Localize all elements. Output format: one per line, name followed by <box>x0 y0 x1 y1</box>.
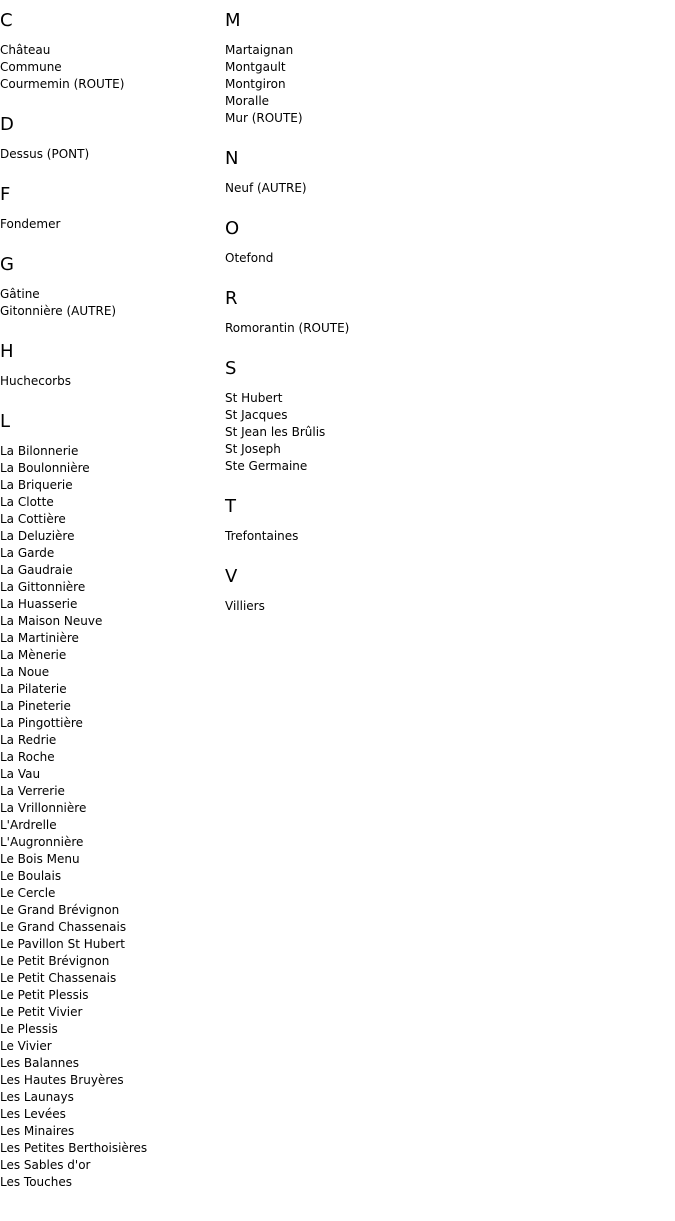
section-letter-heading: V <box>225 566 238 587</box>
letter-section <box>225 288 485 337</box>
place-list <box>0 373 220 390</box>
letter-section <box>225 358 485 475</box>
section-letter-heading: H <box>0 341 14 362</box>
place-link[interactable]: Gâtine <box>0 287 40 301</box>
letter-section <box>225 496 485 545</box>
place-link[interactable]: Les Levées <box>0 1107 66 1121</box>
place-link[interactable]: Les Minaires <box>0 1124 75 1138</box>
place-link[interactable]: Le Grand Brévignon <box>0 903 120 917</box>
place-link[interactable]: Le Pavillon St Hubert <box>0 937 125 951</box>
place-link[interactable]: Les Touches <box>0 1175 72 1189</box>
section-letter-heading: O <box>225 218 240 239</box>
place-list <box>225 320 485 337</box>
place-list <box>225 180 485 197</box>
place-link[interactable]: La Roche <box>0 750 55 764</box>
place-link[interactable]: La Mènerie <box>0 648 67 662</box>
section-letter-heading: S <box>225 358 237 379</box>
place-link[interactable]: La Vau <box>0 767 41 781</box>
place-link[interactable]: Le Petit Brévignon <box>0 954 110 968</box>
place-link[interactable]: La Garde <box>0 546 55 560</box>
place-list <box>0 216 220 233</box>
place-link[interactable]: Les Sables d'or <box>0 1158 91 1172</box>
place-link[interactable]: L'Ardrelle <box>0 818 57 832</box>
place-link[interactable]: Montgault <box>225 60 286 74</box>
section-letter-heading: L <box>0 411 11 432</box>
index-column-right <box>225 10 485 636</box>
place-list <box>0 146 220 163</box>
letter-section <box>0 10 220 93</box>
section-letter-heading: C <box>0 10 13 31</box>
letter-section <box>0 114 220 163</box>
place-link[interactable]: Otefond <box>225 251 274 265</box>
place-link[interactable]: Les Launays <box>0 1090 74 1104</box>
letter-section <box>225 566 485 615</box>
section-letter-heading: G <box>0 254 14 275</box>
place-link[interactable]: St Jean les Brûlis <box>225 425 326 439</box>
letter-section <box>225 218 485 267</box>
place-list <box>225 250 485 267</box>
place-link[interactable]: Le Petit Vivier <box>0 1005 83 1019</box>
letter-section <box>0 254 220 320</box>
place-link[interactable]: Le Petit Plessis <box>0 988 89 1002</box>
place-link[interactable]: Romorantin (ROUTE) <box>225 321 350 335</box>
place-link[interactable]: Le Boulais <box>0 869 62 883</box>
place-link[interactable]: La Maison Neuve <box>0 614 103 628</box>
place-link[interactable]: Huchecorbs <box>0 374 71 388</box>
place-link[interactable]: Les Balannes <box>0 1056 80 1070</box>
place-link[interactable]: L'Augronnière <box>0 835 84 849</box>
place-link[interactable]: La Briquerie <box>0 478 73 492</box>
place-list <box>225 598 485 615</box>
place-link[interactable]: La Bilonnerie <box>0 444 79 458</box>
section-letter-heading: N <box>225 148 239 169</box>
place-link[interactable]: La Pilaterie <box>0 682 67 696</box>
place-link[interactable]: Neuf (AUTRE) <box>225 181 307 195</box>
place-link[interactable]: St Hubert <box>225 391 283 405</box>
section-letter-heading: D <box>0 114 14 135</box>
place-list <box>0 443 220 1191</box>
place-link[interactable]: Les Hautes Bruyères <box>0 1073 124 1087</box>
place-list <box>225 42 485 127</box>
place-link[interactable]: St Jacques <box>225 408 288 422</box>
place-link[interactable]: La Cottière <box>0 512 66 526</box>
section-letter-heading: R <box>225 288 238 309</box>
place-link[interactable]: La Verrerie <box>0 784 65 798</box>
place-link[interactable]: Le Bois Menu <box>0 852 80 866</box>
place-link[interactable]: Le Cercle <box>0 886 56 900</box>
place-link[interactable]: La Gittonnière <box>0 580 86 594</box>
place-link[interactable]: La Boulonnière <box>0 461 90 475</box>
place-link[interactable]: La Vrillonnière <box>0 801 87 815</box>
place-link[interactable]: Martaignan <box>225 43 294 57</box>
letter-section <box>0 341 220 390</box>
letter-section <box>0 411 220 1191</box>
place-list <box>0 286 220 320</box>
place-link[interactable]: Commune <box>0 60 62 74</box>
section-letter-heading: T <box>225 496 236 517</box>
place-link[interactable]: Fondemer <box>0 217 61 231</box>
place-link[interactable]: Le Vivier <box>0 1039 52 1053</box>
place-link[interactable]: La Noue <box>0 665 50 679</box>
letter-section <box>225 10 485 127</box>
place-link[interactable]: Villiers <box>225 599 265 613</box>
place-link[interactable]: La Clotte <box>0 495 54 509</box>
section-letter-heading: M <box>225 10 241 31</box>
place-link[interactable]: Mur (ROUTE) <box>225 111 303 125</box>
place-list <box>225 528 485 545</box>
place-link[interactable]: Château <box>0 43 51 57</box>
place-link[interactable]: Trefontaines <box>225 529 299 543</box>
place-link[interactable]: Dessus (PONT) <box>0 147 90 161</box>
place-link[interactable]: Courmemin (ROUTE) <box>0 77 125 91</box>
place-link[interactable]: St Joseph <box>225 442 281 456</box>
place-link[interactable]: La Martinière <box>0 631 79 645</box>
place-link[interactable]: Le Grand Chassenais <box>0 920 127 934</box>
place-link[interactable]: Montgiron <box>225 77 286 91</box>
index-column-left <box>0 10 220 1212</box>
place-link[interactable]: La Deluzière <box>0 529 75 543</box>
place-link[interactable]: La Gaudraie <box>0 563 73 577</box>
place-link[interactable]: Les Petites Berthoisières <box>0 1141 148 1155</box>
letter-section <box>225 148 485 197</box>
place-link[interactable]: La Huasserie <box>0 597 78 611</box>
letter-section <box>0 184 220 233</box>
place-link[interactable]: Le Plessis <box>0 1022 58 1036</box>
place-link[interactable]: La Redrie <box>0 733 57 747</box>
place-list <box>0 42 220 93</box>
place-link[interactable]: La Pineterie <box>0 699 71 713</box>
place-link[interactable]: Ste Germaine <box>225 459 308 473</box>
place-list <box>225 390 485 475</box>
place-link[interactable]: Gitonnière (AUTRE) <box>0 304 117 318</box>
place-link[interactable]: La Pingottière <box>0 716 83 730</box>
place-link[interactable]: Le Petit Chassenais <box>0 971 117 985</box>
section-letter-heading: F <box>0 184 11 205</box>
place-link[interactable]: Moralle <box>225 94 270 108</box>
